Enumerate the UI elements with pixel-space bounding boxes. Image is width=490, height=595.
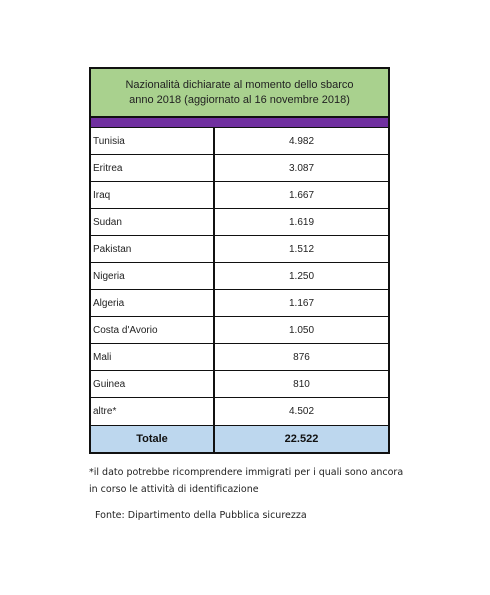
country-cell: Pakistan: [91, 236, 215, 262]
value-cell: 1.250: [288, 270, 315, 282]
table-row: [91, 317, 388, 344]
value-cell: 1.050: [288, 324, 315, 336]
table-row: [91, 290, 388, 317]
country-cell: Mali: [91, 344, 215, 370]
country-cell: Guinea: [91, 371, 215, 397]
table-row: [91, 236, 388, 263]
footnote-line2: in corso le attività di identificazione: [89, 484, 259, 495]
nationality-table: [89, 67, 390, 454]
table-row: [91, 209, 388, 236]
table-title-line2: anno 2018 (aggiornato al 16 novembre 2018): [129, 93, 350, 106]
value-cell: 810: [293, 378, 310, 390]
table-row: [91, 155, 388, 182]
total-row: [91, 425, 388, 452]
country-cell: Eritrea: [91, 155, 215, 181]
table-header: [91, 69, 388, 118]
header-divider-band: [91, 118, 388, 128]
total-label: Totale: [91, 426, 215, 452]
footnote-line1: *il dato potrebbe ricomprendere immigrati per i quali sono ancora: [89, 467, 404, 478]
table-title-line1: Nazionalità dichiarate al momento dello sbarco: [125, 78, 354, 91]
table-row: [91, 344, 388, 371]
country-cell: Iraq: [91, 182, 215, 208]
table-row: [91, 398, 388, 425]
country-cell: altre*: [91, 398, 215, 425]
value-cell: 1.167: [288, 297, 315, 309]
country-cell: Sudan: [91, 209, 215, 235]
value-cell: 1.667: [288, 189, 315, 201]
country-cell: Tunisia: [91, 128, 215, 154]
table-row: [91, 371, 388, 398]
value-cell: 3.087: [288, 162, 315, 174]
table-row: [91, 263, 388, 290]
value-cell: 876: [293, 351, 310, 363]
value-cell: 4.502: [288, 406, 315, 417]
source-note: Fonte: Dipartimento della Pubblica sicurezza: [95, 510, 307, 521]
footnote: [89, 464, 409, 498]
value-cell: 1.512: [288, 243, 315, 255]
country-cell: Nigeria: [91, 263, 215, 289]
total-value: 22.522: [284, 433, 319, 445]
table-row: [91, 182, 388, 209]
country-cell: Algeria: [91, 290, 215, 316]
table-row: [91, 128, 388, 155]
value-cell: 4.982: [288, 135, 315, 147]
value-cell: 1.619: [288, 216, 315, 228]
country-cell: Costa d'Avorio: [91, 317, 215, 343]
